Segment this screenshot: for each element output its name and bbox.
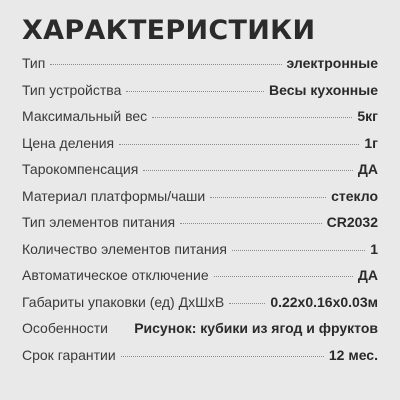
spec-value: 0.22x0.16x0.03м bbox=[270, 293, 378, 310]
dotted-leader bbox=[180, 223, 322, 224]
spec-row-warranty bbox=[22, 346, 378, 373]
spec-row-features bbox=[22, 319, 378, 346]
dotted-leader bbox=[126, 91, 264, 92]
spec-value: 5кг bbox=[357, 108, 378, 124]
spec-value: Весы кухонные bbox=[269, 81, 378, 98]
spec-value: 1г bbox=[364, 134, 378, 151]
dotted-leader bbox=[210, 197, 326, 198]
spec-list bbox=[22, 54, 378, 372]
dotted-leader bbox=[232, 250, 365, 251]
spec-value: CR2032 bbox=[326, 214, 378, 230]
spec-row-material bbox=[22, 187, 378, 214]
spec-value: ДА bbox=[357, 161, 378, 177]
spec-value: ДА bbox=[357, 267, 378, 283]
spec-row-tare bbox=[22, 160, 378, 187]
spec-value: электронные bbox=[286, 55, 378, 71]
spec-label: Автоматическое отключение bbox=[22, 267, 209, 283]
spec-label: Тип устройства bbox=[22, 81, 122, 98]
spec-label: Тарокомпенсация bbox=[22, 161, 139, 177]
spec-label: Габариты упаковки (ед) ДхШхВ bbox=[22, 293, 225, 310]
spec-value: стекло bbox=[331, 187, 378, 204]
spec-label: Особенности bbox=[22, 320, 108, 336]
spec-label: Срок гарантии bbox=[22, 346, 116, 363]
spec-label: Количество элементов питания bbox=[22, 240, 227, 257]
spec-label: Материал платформы/чаши bbox=[22, 187, 206, 204]
dotted-leader bbox=[152, 117, 352, 118]
dotted-leader bbox=[143, 170, 353, 171]
dotted-leader bbox=[229, 303, 265, 304]
spec-value: Рисунок: кубики из ягод и фруктов bbox=[134, 320, 378, 336]
spec-label: Цена деления bbox=[22, 134, 115, 151]
spec-label: Тип элементов питания bbox=[22, 214, 176, 230]
spec-value: 1 bbox=[370, 240, 378, 257]
spec-label: Максимальный вес bbox=[22, 108, 148, 124]
dotted-leader bbox=[121, 356, 324, 357]
spec-row-device-type bbox=[22, 81, 378, 108]
page-title: ХАРАКТЕРИСТИКИ bbox=[22, 15, 316, 46]
dotted-leader bbox=[214, 276, 353, 277]
dotted-leader bbox=[119, 144, 359, 145]
spec-value: 12 мес. bbox=[328, 346, 378, 363]
spec-row-type bbox=[22, 54, 378, 81]
spec-row-division bbox=[22, 134, 378, 161]
spec-label: Тип bbox=[22, 55, 46, 71]
spec-row-auto-off bbox=[22, 266, 378, 293]
spec-row-package-size bbox=[22, 293, 378, 320]
spec-row-max-weight bbox=[22, 107, 378, 134]
spec-row-battery-count bbox=[22, 240, 378, 267]
dotted-leader bbox=[50, 64, 281, 65]
spec-row-battery-type bbox=[22, 213, 378, 240]
